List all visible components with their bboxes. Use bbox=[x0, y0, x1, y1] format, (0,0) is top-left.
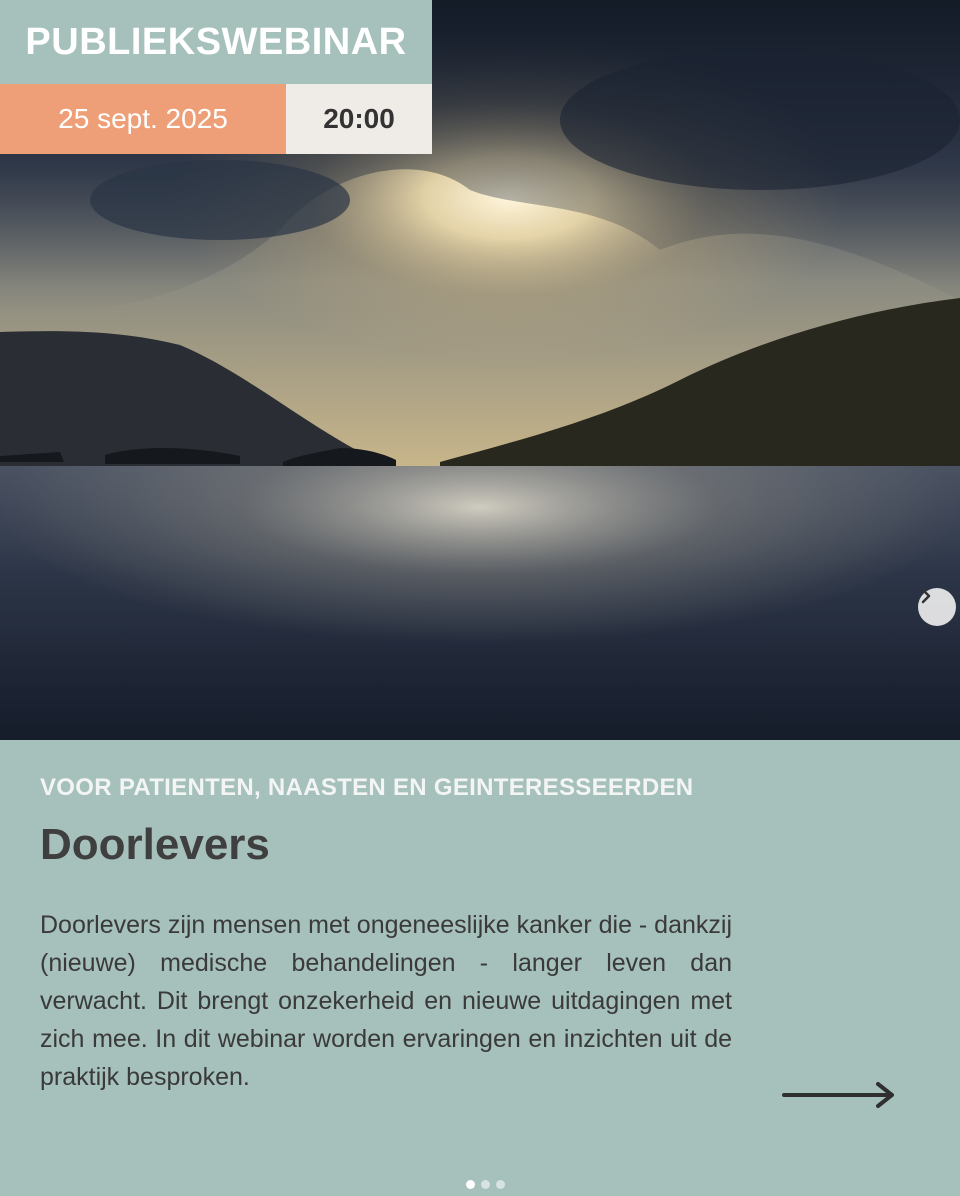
info-panel bbox=[0, 740, 960, 1196]
audience-subtitle: VOOR PATIENTEN, NAASTEN EN GEINTERESSEERDEN bbox=[40, 774, 694, 801]
carousel-dot[interactable] bbox=[466, 1180, 475, 1189]
carousel-dot[interactable] bbox=[496, 1180, 505, 1189]
carousel-next-button[interactable] bbox=[918, 588, 956, 626]
chevron-right-icon bbox=[918, 588, 934, 604]
event-date: 25 sept. 2025 bbox=[0, 84, 286, 154]
webinar-type-label: PUBLIEKSWEBINAR bbox=[0, 0, 432, 84]
event-time: 20:00 bbox=[286, 84, 432, 154]
arrow-right-icon[interactable] bbox=[782, 1080, 896, 1115]
carousel-indicator bbox=[466, 1180, 505, 1189]
carousel-dot[interactable] bbox=[481, 1180, 490, 1189]
webinar-title: Doorlevers bbox=[40, 820, 270, 869]
webinar-description: Doorlevers zijn mensen met ongeneeslijke kanker die - dankzij (nieuwe) medische behandelingen - langer leven dan verwacht. Dit brengt onzekerheid en nieuwe uitdagingen met zich mee. In dit webinar worden ervaringen en inzichten uit de praktijk besproken. bbox=[40, 911, 733, 1091]
